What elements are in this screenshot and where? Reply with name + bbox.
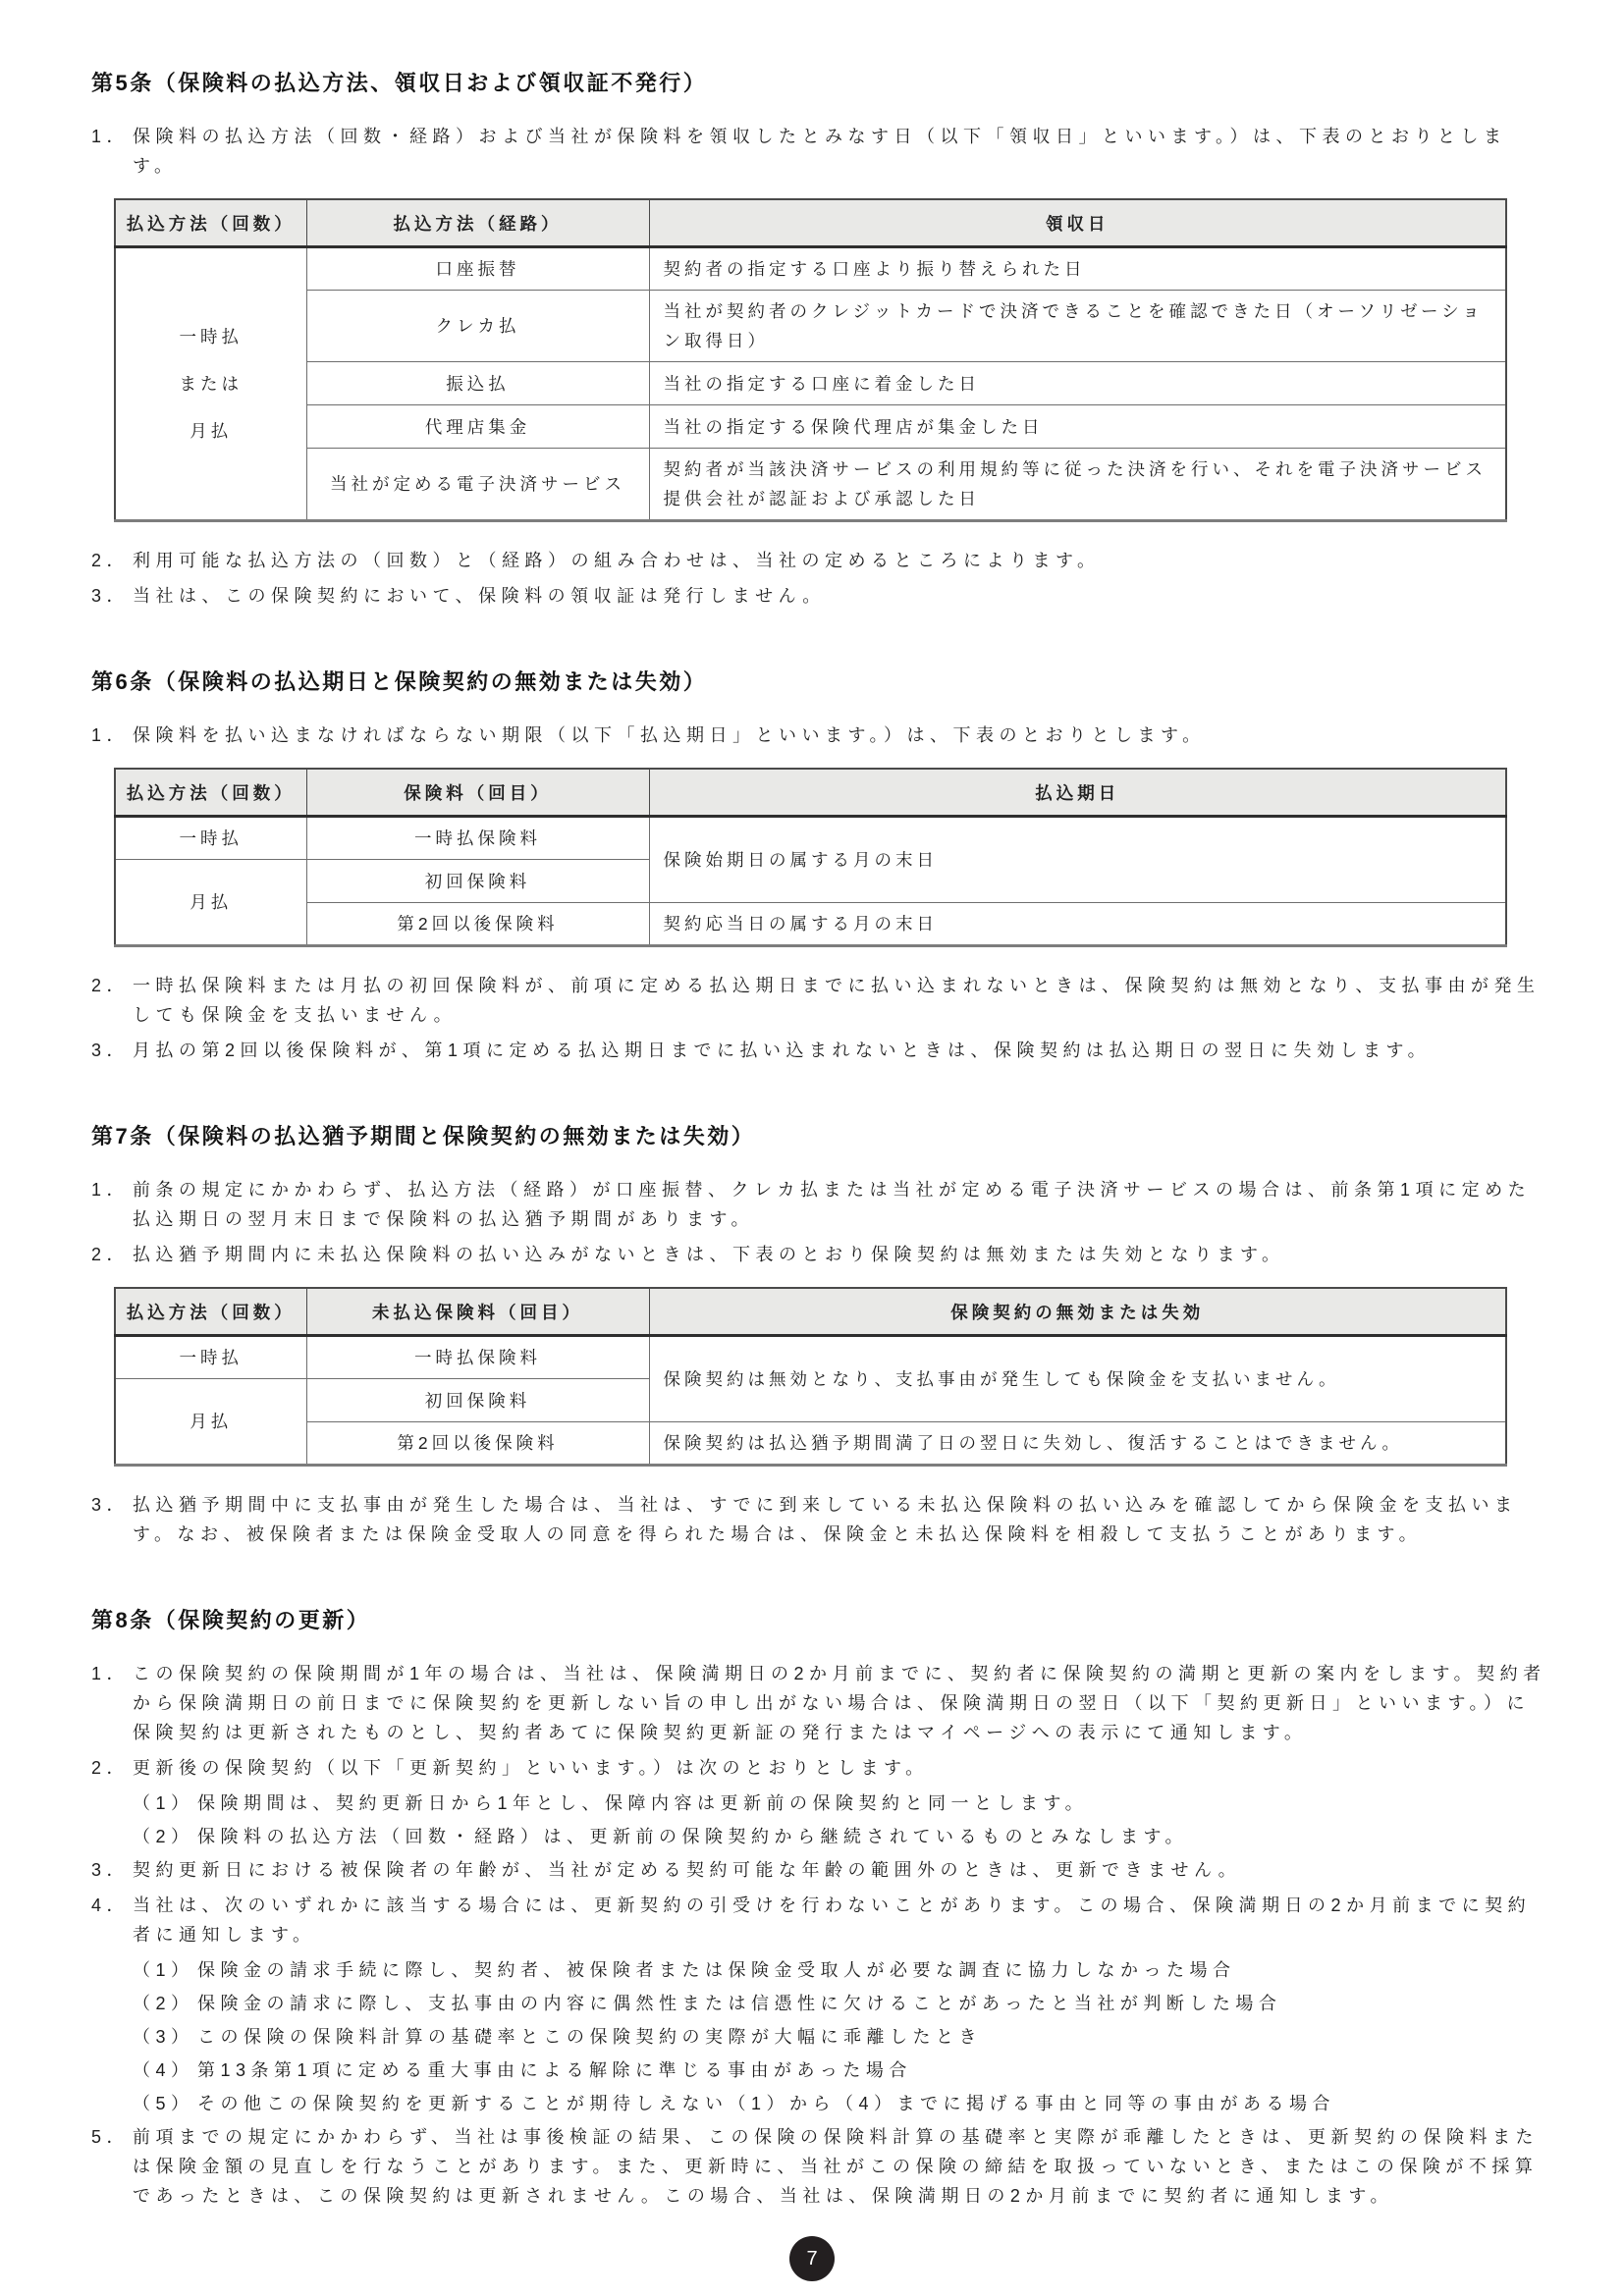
- item-number: 4．: [91, 1896, 131, 1915]
- sub-item: [133, 1822, 1549, 1851]
- result-cell: 保険契約は払込猶予期間満了日の翌日に失効し、復活することはできません。: [649, 1422, 1506, 1466]
- sub-item: [133, 2089, 1549, 2118]
- article-8-item-1: [91, 1659, 1549, 1747]
- header-cell: 保険料（回目）: [306, 769, 649, 817]
- receipt-cell: 契約者の指定する口座より振り替えられた日: [649, 247, 1506, 291]
- item-number: 5．: [91, 2127, 131, 2147]
- item-text: この保険契約の保険期間が1年の場合は、当社は、保険満期日の2か月前までに、契約者に保険契約の満期と更新の案内をします。契約者から保険満期日の前日までに保険契約を更新しない旨の申し出がない場合は、保険満期日の翌日（以下「契約更新日」といいます。）に保険契約は更新されたものとし、契約者あてに保険契約更新証の発行またはマイページへの表示にて通知します。: [133, 1664, 1546, 1742]
- sub-item: [133, 2056, 1549, 2085]
- item-text: 更新後の保険契約（以下「更新契約」といいます。）は次のとおりとします。: [133, 1758, 929, 1778]
- frequency-cell: 月払: [115, 1379, 306, 1466]
- result-cell: 保険契約は無効となり、支払事由が発生しても保険金を支払いません。: [649, 1336, 1506, 1422]
- receipt-cell: 当社の指定する保険代理店が集金した日: [649, 405, 1506, 449]
- article-6-item-2: [91, 971, 1549, 1030]
- article-5-heading: 第5条（保険料の払込方法、領収日および領収証不発行）: [91, 71, 708, 95]
- table-row: [115, 362, 1506, 405]
- article-7: [91, 1122, 1549, 1549]
- frequency-group-cell: [115, 247, 306, 521]
- sub-item-text: 保険料の払込方法（回数・経路）は、更新前の保険契約から継続されているものとみなします。: [197, 1827, 1189, 1846]
- item-text: 一時払保険料または月払の初回保険料が、前項に定める払込期日までに払い込まれないときは、保険契約は無効となり、支払事由が発生しても保険金を支払いません。: [133, 976, 1541, 1025]
- premium-cell: 初回保険料: [306, 860, 649, 903]
- sub-item: [133, 1989, 1549, 2018]
- sub-item: [133, 1955, 1549, 1985]
- due-cell: 保険始期日の属する月の末日: [649, 817, 1506, 903]
- sub-item: [133, 1789, 1549, 1818]
- table-row: [115, 1422, 1506, 1466]
- item-number: 2．: [91, 1758, 131, 1778]
- premium-cell: 第2回以後保険料: [306, 903, 649, 946]
- sub-item-text: この保険の保険料計算の基礎率とこの保険契約の実際が大幅に乖離したとき: [197, 2027, 982, 2047]
- sub-item: [133, 2022, 1549, 2052]
- payment-due-table: [114, 768, 1507, 947]
- article-5-item-1: [91, 122, 1549, 181]
- article-7-item-3: [91, 1490, 1549, 1549]
- article-8-item-4: [91, 1891, 1549, 1949]
- table-header-row: [115, 199, 1506, 247]
- route-cell: 振込払: [306, 362, 649, 405]
- item-number: 3．: [91, 1860, 131, 1880]
- group-line: または: [179, 374, 243, 394]
- group-line: 一時払: [179, 327, 243, 347]
- frequency-cell: 月払: [115, 860, 306, 946]
- header-cell: 保険契約の無効または失効: [649, 1288, 1506, 1336]
- route-cell: 代理店集金: [306, 405, 649, 449]
- article-5: [91, 69, 1549, 611]
- sub-item-text: その他この保険契約を更新することが期待しえない（1）から（4）までに掲げる事由と同等の事由がある場合: [197, 2094, 1336, 2113]
- page-number-badge: 7: [789, 2236, 835, 2281]
- table-row: [115, 291, 1506, 362]
- article-6-item-3: [91, 1036, 1549, 1065]
- item-text: 払込猶予期間中に支払事由が発生した場合は、当社は、すでに到来している未払込保険料の払い込みを確認してから保険金を支払います。なお、被保険者または保険金受取人の同意を得られた場合は、保険金と未払込保険料を相殺して支払うことがあります。: [133, 1495, 1518, 1544]
- article-7-item-2: [91, 1240, 1549, 1269]
- sub-item-number: （1）: [133, 1793, 194, 1813]
- header-cell: 払込期日: [649, 769, 1506, 817]
- article-8-item-4-sublist: [133, 1955, 1549, 2118]
- article-5-item-3: [91, 581, 1549, 611]
- article-8: [91, 1606, 1549, 2211]
- sub-item-number: （1）: [133, 1960, 194, 1980]
- receipt-cell: 契約者が当該決済サービスの利用規約等に従った決済を行い、それを電子決済サービス提供会社が認証および承認した日: [649, 449, 1506, 521]
- table-row: [115, 1336, 1506, 1379]
- item-number: 3．: [91, 586, 131, 606]
- header-cell: 払込方法（回数）: [115, 1288, 306, 1336]
- table-row: [115, 405, 1506, 449]
- due-cell: 契約応当日の属する月の末日: [649, 903, 1506, 946]
- premium-cell: 一時払保険料: [306, 817, 649, 860]
- article-8-item-3: [91, 1855, 1549, 1885]
- header-cell: 払込方法（経路）: [306, 199, 649, 247]
- item-number: 3．: [91, 1041, 131, 1060]
- sub-item-text: 保険金の請求手続に際し、契約者、被保険者または保険金受取人が必要な調査に協力しなかった場合: [197, 1960, 1236, 1980]
- header-cell: 領収日: [649, 199, 1506, 247]
- sub-item-text: 保険金の請求に際し、支払事由の内容に偶然性または信憑性に欠けることがあったと当社が判断した場合: [197, 1994, 1282, 2013]
- premium-cell: 初回保険料: [306, 1379, 649, 1422]
- item-text: 契約更新日における被保険者の年齢が、当社が定める契約可能な年齢の範囲外のときは、更新できません。: [133, 1860, 1242, 1880]
- frequency-cell: 一時払: [115, 1336, 306, 1379]
- header-cell: 未払込保険料（回目）: [306, 1288, 649, 1336]
- sub-item-number: （2）: [133, 1827, 194, 1846]
- article-8-item-2: [91, 1753, 1549, 1783]
- item-number: 1．: [91, 127, 131, 146]
- item-number: 3．: [91, 1495, 131, 1515]
- route-cell: 口座振替: [306, 247, 649, 291]
- sub-item-text: 第13条第1項に定める重大事由による解除に準じる事由があった場合: [197, 2060, 912, 2080]
- article-5-item-2: [91, 546, 1549, 575]
- frequency-cell: 一時払: [115, 817, 306, 860]
- item-number: 2．: [91, 976, 131, 995]
- item-number: 1．: [91, 725, 131, 745]
- article-8-item-5: [91, 2122, 1549, 2211]
- header-cell: 払込方法（回数）: [115, 769, 306, 817]
- table-row: [115, 817, 1506, 860]
- route-cell: クレカ払: [306, 291, 649, 362]
- grace-period-table: [114, 1287, 1507, 1467]
- article-6: [91, 667, 1549, 1065]
- article-7-item-1: [91, 1175, 1549, 1234]
- item-text: 前条の規定にかかわらず、払込方法（経路）が口座振替、クレカ払または当社が定める電子決済サービスの場合は、前条第1項に定めた払込期日の翌月末日まで保険料の払込猶予期間があります。: [133, 1180, 1532, 1229]
- table-header-row: [115, 769, 1506, 817]
- item-text: 払込猶予期間内に未払込保険料の払い込みがないときは、下表のとおり保険契約は無効または失効となります。: [133, 1245, 1285, 1264]
- sub-item-text: 保険期間は、契約更新日から1年とし、保障内容は更新前の保険契約と同一とします。: [197, 1793, 1089, 1813]
- route-cell: 当社が定める電子決済サービス: [306, 449, 649, 521]
- table-header-row: [115, 1288, 1506, 1336]
- article-7-heading: 第7条（保険料の払込猶予期間と保険契約の無効または失効）: [91, 1124, 756, 1148]
- article-8-heading: 第8条（保険契約の更新）: [91, 1608, 371, 1632]
- item-text: 当社は、次のいずれかに該当する場合には、更新契約の引受けを行わないことがあります。この場合、保険満期日の2か月前までに契約者に通知します。: [133, 1896, 1532, 1945]
- premium-cell: 一時払保険料: [306, 1336, 649, 1379]
- article-8-item-2-sublist: [133, 1789, 1549, 1851]
- item-number: 1．: [91, 1180, 131, 1200]
- table-row: [115, 903, 1506, 946]
- item-number: 2．: [91, 1245, 131, 1264]
- group-line: 月払: [189, 421, 233, 441]
- item-text: 前項までの規定にかかわらず、当社は事後検証の結果、この保険の保険料計算の基礎率と実際が乖離したときは、更新契約の保険料または保険金額の見直しを行なうことがあります。また、更新時に、当社がこの保険の締結を取扱っていないとき、またはこの保険が不採算であったときは、この保険契約は更新されません。この場合、当社は、保険満期日の2か月前までに契約者に通知します。: [133, 2127, 1540, 2206]
- header-cell: 払込方法（回数）: [115, 199, 306, 247]
- table-row: [115, 449, 1506, 521]
- article-6-item-1: [91, 721, 1549, 750]
- payment-method-table: [114, 198, 1507, 522]
- item-text: 当社は、この保険契約において、保険料の領収証は発行しません。: [133, 586, 826, 606]
- item-text: 月払の第2回以後保険料が、第1項に定める払込期日までに払い込まれないときは、保険契約は払込期日の翌日に失効します。: [133, 1041, 1432, 1060]
- table-row: [115, 247, 1506, 291]
- item-number: 2．: [91, 551, 131, 570]
- sub-item-number: （4）: [133, 2060, 194, 2080]
- premium-cell: 第2回以後保険料: [306, 1422, 649, 1466]
- receipt-cell: 当社の指定する口座に着金した日: [649, 362, 1506, 405]
- item-number: 1．: [91, 1664, 131, 1683]
- item-text: 保険料の払込方法（回数・経路）および当社が保険料を領収したとみなす日（以下「領収日」といいます。）は、下表のとおりとします。: [133, 127, 1507, 176]
- sub-item-number: （2）: [133, 1994, 194, 2013]
- sub-item-number: （3）: [133, 2027, 194, 2047]
- receipt-cell: 当社が契約者のクレジットカードで決済できることを確認できた日（オーソリゼーション取得日）: [649, 291, 1506, 362]
- item-text: 利用可能な払込方法の（回数）と（経路）の組み合わせは、当社の定めるところによります。: [133, 551, 1101, 570]
- item-text: 保険料を払い込まなければならない期限（以下「払込期日」といいます。）は、下表のとおりとします。: [133, 725, 1206, 745]
- article-6-heading: 第6条（保険料の払込期日と保険契約の無効または失効）: [91, 669, 708, 694]
- sub-item-number: （5）: [133, 2094, 194, 2113]
